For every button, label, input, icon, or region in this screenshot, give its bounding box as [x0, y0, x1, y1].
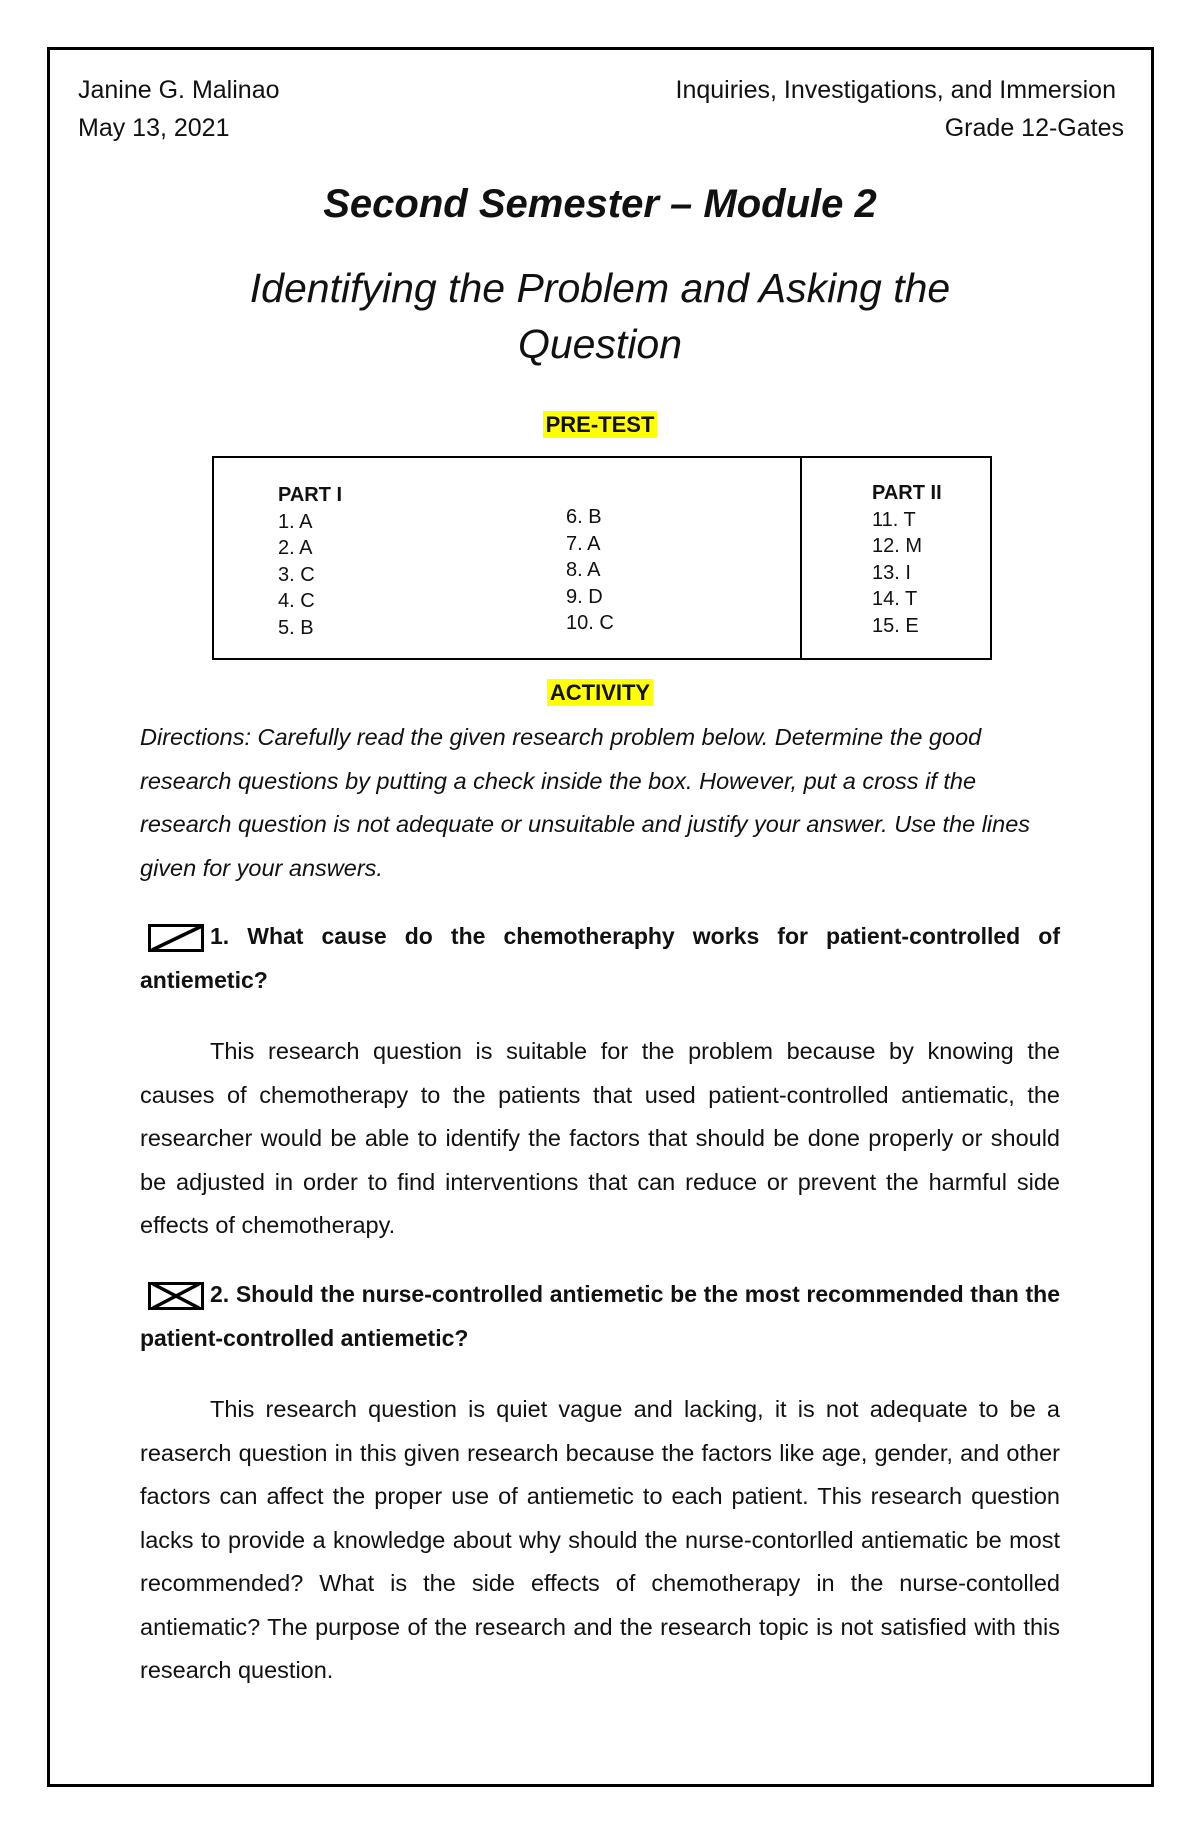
- answer-item: 3. C: [278, 563, 315, 586]
- answer-item: 9. D: [566, 585, 603, 608]
- question-2: 2. Should the nurse-controlled antiemetic be the most recommended than the patient-controlled antiemetic?: [140, 1281, 1060, 1351]
- grade-section: Grade 12-Gates: [944, 114, 1124, 142]
- answer-item: 15. E: [872, 614, 919, 637]
- part1-column-2: [566, 504, 614, 637]
- pretest-label: PRE-TEST: [543, 411, 658, 438]
- subject: Inquiries, Investigations, and Immersion: [675, 76, 1116, 104]
- pretest-answer-table: [212, 456, 992, 660]
- answer-item: 2. A: [278, 537, 313, 559]
- answer-item: 7. A: [566, 532, 601, 555]
- activity-label: ACTIVITY: [547, 679, 653, 706]
- part1-heading: PART I: [278, 484, 343, 506]
- answer-item: 12. M: [872, 535, 923, 557]
- date: May 13, 2021: [78, 114, 230, 142]
- answer-item: 1. A: [278, 510, 313, 533]
- table-divider: [800, 458, 802, 658]
- answer-item: 11. T: [872, 508, 916, 531]
- answer-item: 10. C: [566, 612, 614, 634]
- answer-item: 4. C: [278, 590, 315, 612]
- part1-column-1: [278, 482, 342, 641]
- answer-item: 5. B: [278, 616, 314, 639]
- student-name: Janine G. Malinao: [78, 76, 280, 104]
- page-title: Second Semester – Module 2: [323, 182, 877, 226]
- answer-item: 6. B: [566, 506, 602, 528]
- answer-item: 13. I: [872, 561, 911, 584]
- part2-heading: PART II: [872, 482, 942, 504]
- question-1: 1. What cause do the chemotheraphy works for patient-controlled of antiemetic?: [140, 923, 1060, 993]
- answer-2: This research question is quiet vague and lacking, it is not adequate to be a reaserch question in this given research because the factors like age, gender, and other factors can affect the proper use of antiemetic to each patient. This research question lacks to provide a knowledge about why should the nurse-contorlled antiematic be most recommended? What is the side effects of chemotherapy in the nurse-contolled antiematic? The purpose of the research and the research topic is not satisfied with this research question.: [140, 1396, 1060, 1683]
- answer-1: This research question is suitable for the problem because by knowing the causes of chemotherapy to the patients that used patient-controlled antiematic, the researcher would be able to identify the factors that should be done properly or should be adjusted in order to find interventions that can reduce or prevent the harmful side effects of chemotherapy.: [140, 1038, 1060, 1238]
- activity-heading: [0, 680, 1200, 706]
- subtitle-line-2: Question: [517, 321, 683, 367]
- subtitle-line-1: Identifying the Problem and Asking the: [249, 265, 951, 311]
- answer-item: 8. A: [566, 559, 601, 581]
- part2-column: [872, 480, 942, 639]
- answer-item: 14. T: [872, 588, 918, 610]
- pretest-heading: [0, 412, 1200, 438]
- directions-text: Directions: Carefully read the given research problem below. Determine the good research questions by putting a check inside the box. However, put a cross if the research question is not adequate or unsuitable and justify your answer. Use the lines given for your answers.: [140, 724, 1031, 881]
